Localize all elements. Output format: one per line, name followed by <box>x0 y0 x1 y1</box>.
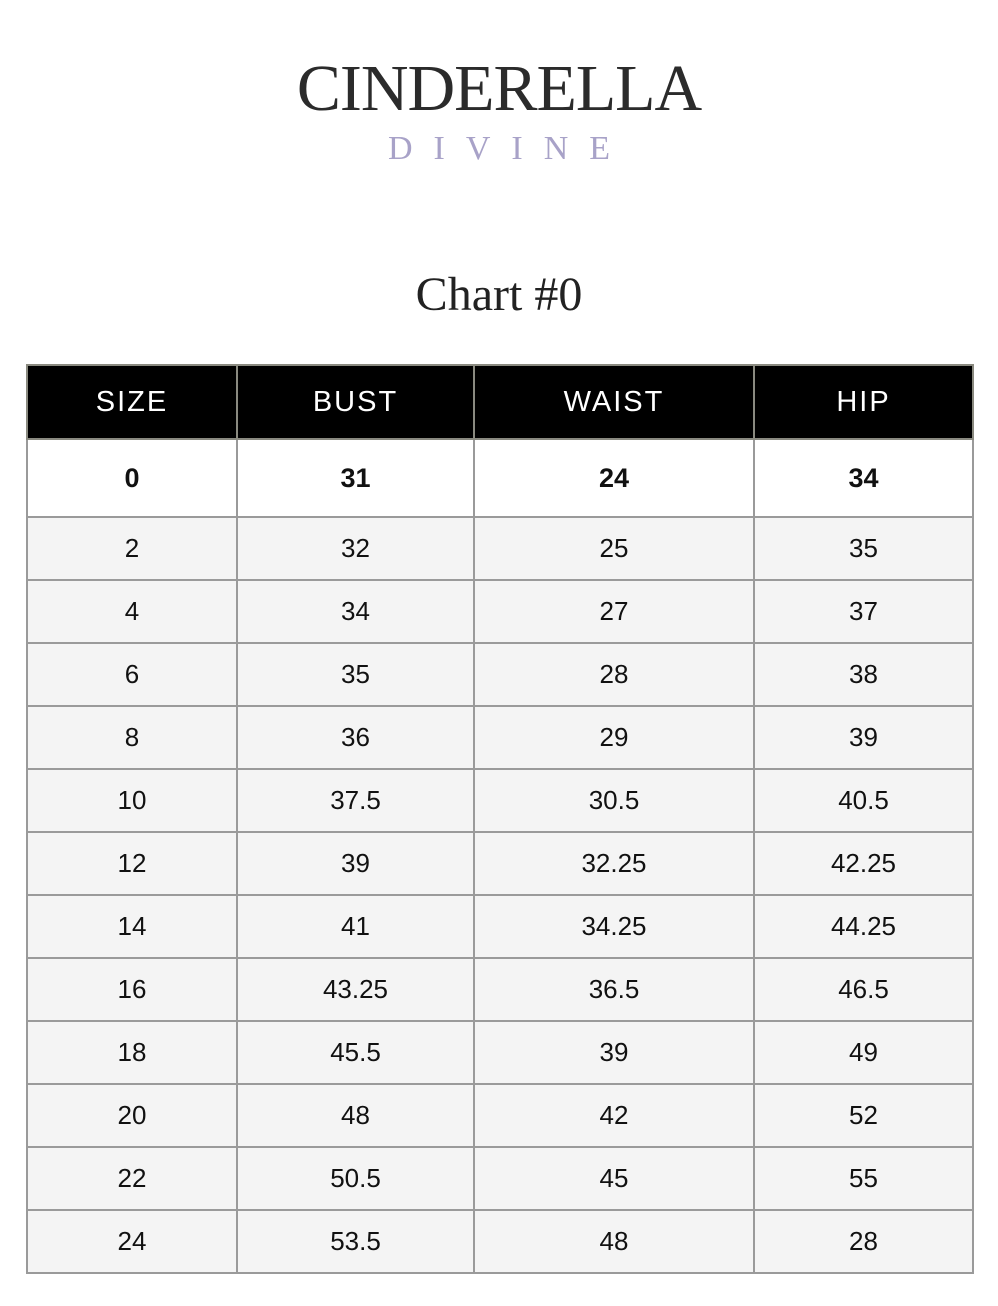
cell-size: 0 <box>27 439 237 517</box>
cell-size: 22 <box>27 1147 237 1210</box>
cell-waist: 24 <box>474 439 754 517</box>
cell-waist: 34.25 <box>474 895 754 958</box>
size-chart-table <box>26 364 974 1274</box>
cell-bust: 39 <box>237 832 474 895</box>
cell-waist: 30.5 <box>474 769 754 832</box>
cell-waist: 32.25 <box>474 832 754 895</box>
table-row <box>27 769 973 832</box>
table-body <box>27 439 973 1273</box>
cell-size: 10 <box>27 769 237 832</box>
table-row <box>27 1021 973 1084</box>
table-row <box>27 832 973 895</box>
brand-logo-name: CINDERELLA <box>296 52 702 125</box>
cell-waist: 28 <box>474 643 754 706</box>
header-waist: WAIST <box>474 365 754 439</box>
cell-waist: 39 <box>474 1021 754 1084</box>
chart-title: Chart #0 <box>415 268 583 321</box>
cell-hip: 37 <box>754 580 973 643</box>
cell-bust: 41 <box>237 895 474 958</box>
cell-size: 18 <box>27 1021 237 1084</box>
cell-size: 2 <box>27 517 237 580</box>
cell-bust: 34 <box>237 580 474 643</box>
cell-size: 14 <box>27 895 237 958</box>
table-row <box>27 895 973 958</box>
cell-hip: 34 <box>754 439 973 517</box>
cell-hip: 39 <box>754 706 973 769</box>
cell-bust: 50.5 <box>237 1147 474 1210</box>
cell-hip: 40.5 <box>754 769 973 832</box>
cell-size: 20 <box>27 1084 237 1147</box>
cell-hip: 52 <box>754 1084 973 1147</box>
cell-bust: 36 <box>237 706 474 769</box>
cell-hip: 46.5 <box>754 958 973 1021</box>
table-row <box>27 517 973 580</box>
cell-bust: 31 <box>237 439 474 517</box>
brand-logo-subtitle: DIVINE <box>387 130 632 167</box>
cell-waist: 36.5 <box>474 958 754 1021</box>
cell-bust: 48 <box>237 1084 474 1147</box>
cell-size: 16 <box>27 958 237 1021</box>
header-size: SIZE <box>27 365 237 439</box>
table-header-row <box>27 365 973 439</box>
cell-size: 6 <box>27 643 237 706</box>
cell-bust: 32 <box>237 517 474 580</box>
cell-hip: 38 <box>754 643 973 706</box>
cell-waist: 29 <box>474 706 754 769</box>
cell-waist: 42 <box>474 1084 754 1147</box>
table-row <box>27 580 973 643</box>
table-row <box>27 958 973 1021</box>
cell-hip: 35 <box>754 517 973 580</box>
cell-waist: 48 <box>474 1210 754 1273</box>
cell-waist: 25 <box>474 517 754 580</box>
cell-size: 8 <box>27 706 237 769</box>
cell-hip: 28 <box>754 1210 973 1273</box>
table-row <box>27 1210 973 1273</box>
cell-hip: 42.25 <box>754 832 973 895</box>
table-row <box>27 439 973 517</box>
table-row <box>27 706 973 769</box>
cell-bust: 43.25 <box>237 958 474 1021</box>
cell-waist: 45 <box>474 1147 754 1210</box>
cell-bust: 45.5 <box>237 1021 474 1084</box>
cell-size: 24 <box>27 1210 237 1273</box>
cell-hip: 44.25 <box>754 895 973 958</box>
cell-bust: 35 <box>237 643 474 706</box>
cell-bust: 53.5 <box>237 1210 474 1273</box>
table-row <box>27 643 973 706</box>
header-bust: BUST <box>237 365 474 439</box>
header-hip: HIP <box>754 365 973 439</box>
table-row <box>27 1084 973 1147</box>
cell-waist: 27 <box>474 580 754 643</box>
cell-hip: 55 <box>754 1147 973 1210</box>
cell-bust: 37.5 <box>237 769 474 832</box>
cell-hip: 49 <box>754 1021 973 1084</box>
cell-size: 4 <box>27 580 237 643</box>
table-row <box>27 1147 973 1210</box>
cell-size: 12 <box>27 832 237 895</box>
